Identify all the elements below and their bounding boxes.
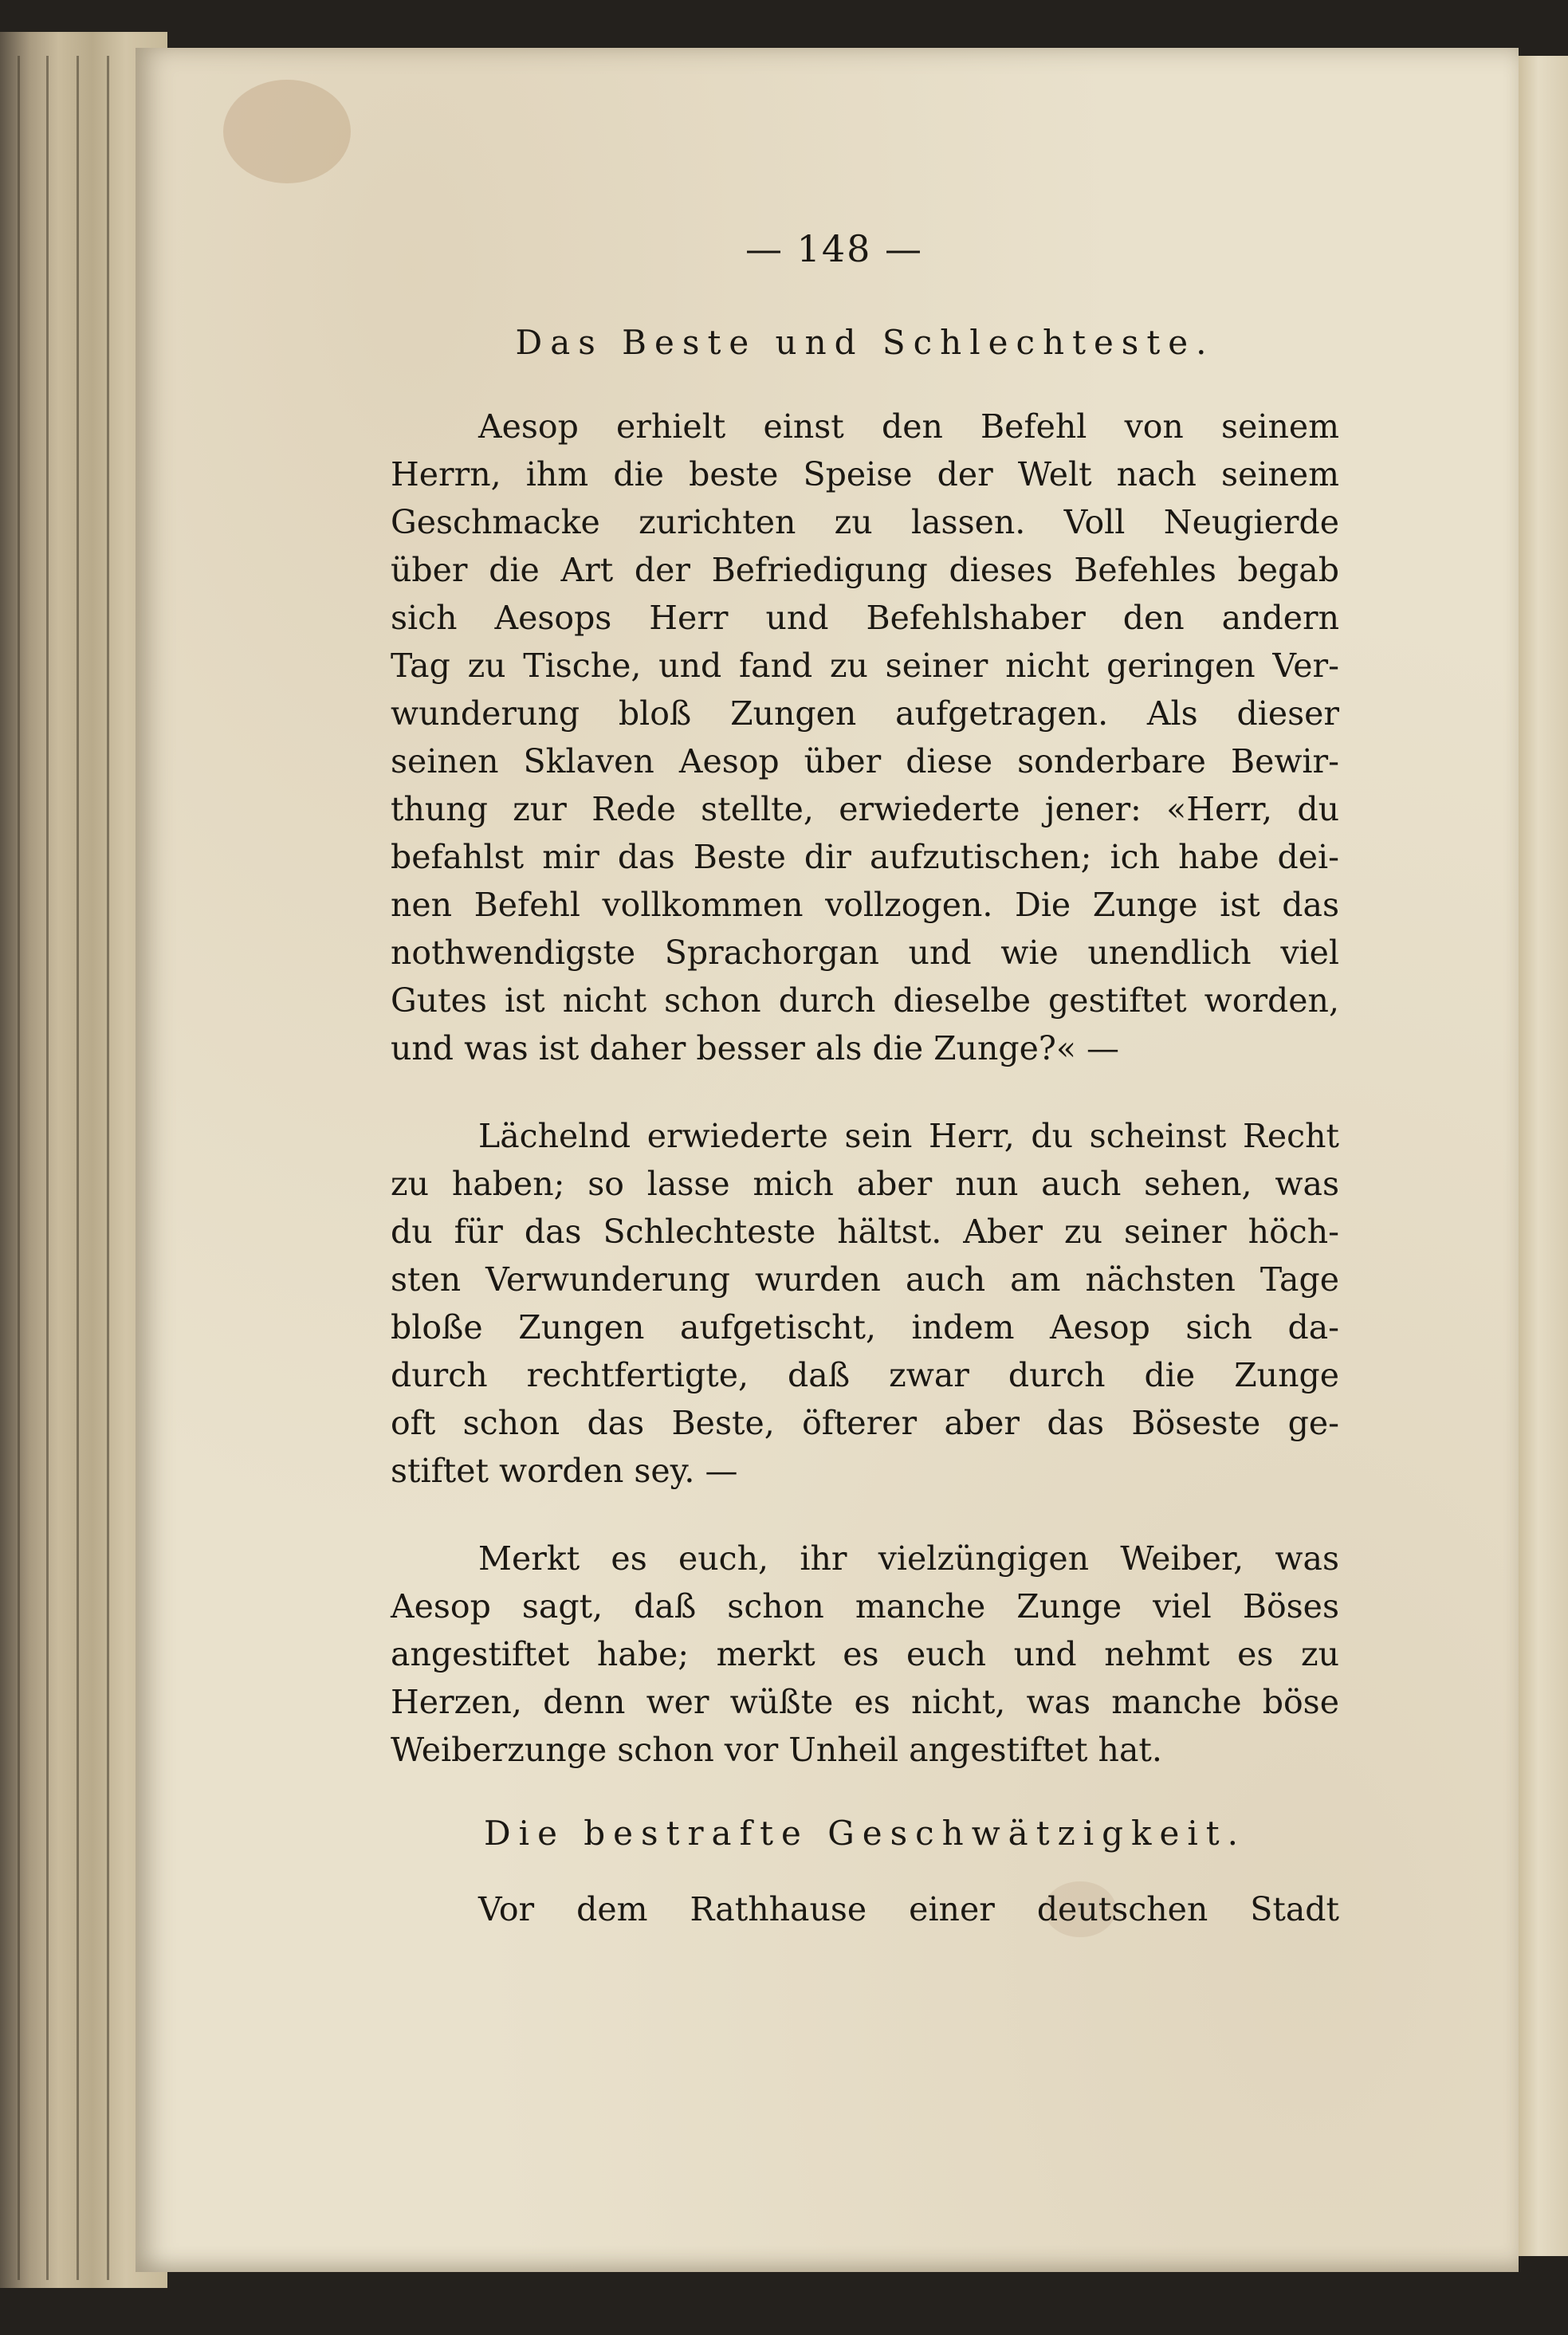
text-line: oft schon das Beste, öfterer aber das Böseste ge-: [391, 1404, 1339, 1442]
text-line: sich Aesops Herr und Befehlshaber den andern: [391, 599, 1339, 637]
text-line: sten Verwunderung wurden auch am nächsten Tage: [391, 1260, 1339, 1299]
text-line: Herzen, denn wer wüßte es nicht, was manche böse: [391, 1683, 1339, 1721]
text-line: bloße Zungen aufgetischt, indem Aesop sich da-: [391, 1308, 1339, 1346]
text-line: Aesop sagt, daß schon manche Zunge viel Böses: [391, 1587, 1339, 1625]
text-line: Gutes ist nicht schon durch dieselbe gestiftet worden,: [391, 981, 1339, 1020]
text-line: Herrn, ihm die beste Speise der Welt nach seinem: [391, 455, 1339, 493]
paper-stain: [223, 80, 351, 183]
page-edge-line: [46, 56, 49, 2280]
text-line: wunderung bloß Zungen aufgetragen. Als dieser: [391, 694, 1339, 733]
section-title: Das Beste und Schlechteste.: [515, 323, 1215, 362]
text-line: Aesop erhielt einst den Befehl von seinem: [478, 407, 1339, 446]
text-line: über die Art der Befriedigung dieses Befehles begab: [391, 551, 1339, 589]
text-line: Lächelnd erwiederte sein Herr, du scheinst Recht: [478, 1117, 1339, 1155]
text-line: Vor dem Rathhause einer deutschen Stadt: [478, 1890, 1339, 1928]
text-line: seinen Sklaven Aesop über diese sonderbare Bewir-: [391, 742, 1339, 780]
text-line: stiftet worden sey. —: [391, 1452, 738, 1490]
text-line: durch rechtfertigte, daß zwar durch die Zunge: [391, 1356, 1339, 1394]
text-line: Merkt es euch, ihr vielzüngigen Weiber, was: [478, 1539, 1339, 1578]
page-number: — 148 —: [745, 227, 924, 270]
section-title: Die bestrafte Geschwätzigkeit.: [483, 1814, 1247, 1853]
text-line: zu haben; so lasse mich aber nun auch sehen, was: [391, 1165, 1339, 1203]
next-page-edge: [1519, 56, 1568, 2256]
text-line: thung zur Rede stellte, erwiederte jener: «Herr, du: [391, 790, 1339, 828]
text-line: du für das Schlechteste hältst. Aber zu seiner höch-: [391, 1213, 1339, 1251]
text-line: Weiberzunge schon vor Unheil angestiftet hat.: [391, 1731, 1162, 1769]
text-line: nen Befehl vollkommen vollzogen. Die Zunge ist das: [391, 886, 1339, 924]
text-line: Geschmacke zurichten zu lassen. Voll Neugierde: [391, 503, 1339, 541]
page-edge-line: [77, 56, 79, 2280]
page-edge-line: [18, 56, 20, 2280]
text-line: befahlst mir das Beste dir aufzutischen; ich habe dei-: [391, 838, 1339, 876]
text-line: angestiftet habe; merkt es euch und nehmt es zu: [391, 1635, 1339, 1673]
text-line: Tag zu Tische, und fand zu seiner nicht geringen Ver-: [391, 647, 1339, 685]
text-line: nothwendigste Sprachorgan und wie unendlich viel: [391, 934, 1339, 972]
text-line: und was ist daher besser als die Zunge?« —: [391, 1029, 1120, 1067]
page-edge-line: [107, 56, 109, 2280]
